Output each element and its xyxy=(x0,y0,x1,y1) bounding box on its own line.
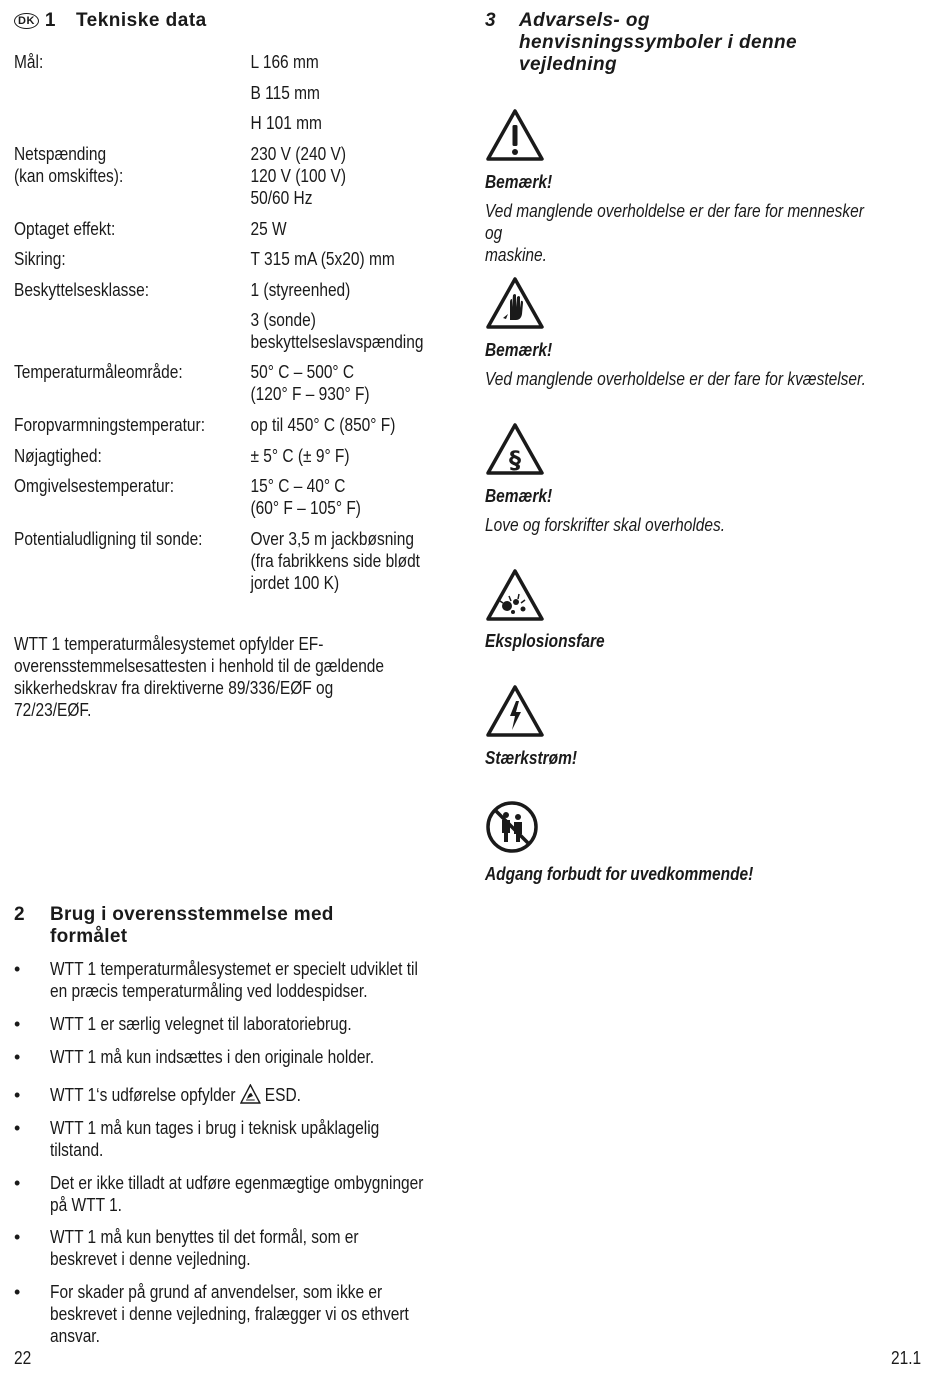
warning-title: Adgang forbudt for uvedkommende! xyxy=(485,864,754,884)
warning-title: Eksplosionsfare xyxy=(485,631,605,651)
bullet-dot: • xyxy=(14,1014,21,1034)
warning-title: Bemærk! xyxy=(485,486,553,506)
title-line: formålet xyxy=(50,926,128,947)
text-line: WTT 1 må kun tages i brug i teknisk upåklagelig xyxy=(50,1118,380,1138)
section-3-heading xyxy=(485,10,797,76)
spec-value-line: (120° F – 930° F) xyxy=(250,384,370,404)
spec-label xyxy=(14,143,123,187)
spec-value: 25 W xyxy=(250,219,287,239)
bullet-dot: • xyxy=(14,1085,21,1105)
spec-value: 1 (styreenhed) xyxy=(250,280,351,300)
text-segment: ESD. xyxy=(264,1085,301,1105)
title-line: Brug i overensstemmelse med xyxy=(50,904,334,925)
title-line: henvisningssymboler i denne xyxy=(519,32,797,53)
bullet-dot: • xyxy=(14,959,21,979)
text-line: Ved manglende overholdelse er der fare for mennesker og xyxy=(485,201,864,243)
spec-label: Potentialudligning til sonde: xyxy=(14,529,203,549)
section-3-number: 3 xyxy=(485,10,496,31)
spec-value-line: (fra fabrikkens side blødt xyxy=(250,551,420,571)
text-line: Ved manglende overholdelse er der fare for kvæstelser. xyxy=(485,369,866,389)
spec-label: Temperaturmåleområde: xyxy=(14,362,183,382)
high-voltage-warning-icon xyxy=(485,684,545,738)
warning-title: Bemærk! xyxy=(485,340,553,360)
list-item-text xyxy=(50,1084,301,1106)
spec-value-line: (60° F – 105° F) xyxy=(250,498,361,518)
conformity-statement xyxy=(14,633,405,721)
bullet-dot: • xyxy=(14,1282,21,1302)
spec-value xyxy=(251,475,361,519)
text-line: beskrevet i denne vejledning, fralægger vi os ethvert xyxy=(50,1304,409,1324)
list-item-text xyxy=(50,1281,409,1347)
text-line: en præcis temperaturmåling ved loddespidser. xyxy=(50,981,368,1001)
warning-text xyxy=(485,514,725,536)
page-number-right: 21.1 xyxy=(891,1348,922,1368)
warning-title: Bemærk! xyxy=(485,172,553,192)
spec-label: Nøjagtighed: xyxy=(14,446,102,466)
section-2-heading xyxy=(14,904,334,948)
spec-value xyxy=(251,528,420,594)
exclamation-warning-icon xyxy=(485,108,545,162)
spec-value: ± 5° C (± 9° F) xyxy=(250,446,350,466)
warning-text xyxy=(485,368,866,390)
spec-label: Sikring: xyxy=(14,249,66,269)
text-line: WTT 1 må kun indsættes i den originale holder. xyxy=(50,1047,375,1067)
spec-value-line: jordet 100 K) xyxy=(250,573,340,593)
spec-value xyxy=(251,309,424,353)
no-unauthorized-access-icon xyxy=(485,800,539,854)
language-badge: DK xyxy=(14,13,39,29)
statement-line: sikkerhedskrav fra direktiverne 89/336/EØF og 72/23/EØF. xyxy=(14,678,334,720)
spec-value: L 166 mm xyxy=(250,52,319,72)
explosion-warning-icon xyxy=(485,568,545,622)
text-line: Det er ikke tilladt at udføre egenmægtige ombygninger xyxy=(50,1173,424,1193)
text-line: tilstand. xyxy=(50,1140,104,1160)
text-line: For skader på grund af anvendelser, som ikke er xyxy=(50,1282,383,1302)
title-line: Advarsels- og xyxy=(519,10,650,31)
section-3-title xyxy=(519,10,797,76)
paragraph-warning-icon xyxy=(485,422,545,476)
warning-text xyxy=(485,200,876,266)
statement-line: WTT 1 temperaturmålesystemet opfylder EF- xyxy=(14,634,324,654)
spec-label: Omgivelsestemperatur: xyxy=(14,476,175,496)
spec-value: B 115 mm xyxy=(250,83,320,103)
statement-line: overensstemmelsesattesten i henhold til de gældende xyxy=(14,656,385,676)
spec-value-line: 15° C – 40° C xyxy=(250,476,346,496)
text-line: Love og forskrifter skal overholdes. xyxy=(485,515,726,535)
spec-label-line: Netspænding xyxy=(14,144,107,164)
list-item-text xyxy=(50,1226,359,1270)
spec-label: Foropvarmningstemperatur: xyxy=(14,415,206,435)
text-line: ansvar. xyxy=(50,1326,100,1346)
svg-text:§: § xyxy=(509,446,521,474)
spec-label: Beskyttelsesklasse: xyxy=(14,280,150,300)
spec-value xyxy=(251,143,347,209)
text-line: maskine. xyxy=(485,245,547,265)
text-line: WTT 1 må kun benyttes til det formål, som er xyxy=(50,1227,359,1247)
spec-value-line: 50° C – 500° C xyxy=(250,362,355,382)
text-line: WTT 1 er særlig velegnet til laboratoriebrug. xyxy=(50,1014,352,1034)
esd-icon xyxy=(240,1084,261,1104)
list-item-text xyxy=(50,1172,423,1216)
text-line: beskrevet i denne vejledning. xyxy=(50,1249,251,1269)
hand-injury-warning-icon xyxy=(485,276,545,330)
list-item-text xyxy=(50,1013,352,1035)
text-segment: WTT 1‘s udførelse opfylder xyxy=(50,1085,236,1105)
spec-value-line: 50/60 Hz xyxy=(250,188,313,208)
spec-value: H 101 mm xyxy=(250,113,322,133)
spec-label-line: (kan omskiftes): xyxy=(14,166,124,186)
spec-value xyxy=(251,361,370,405)
section-2-title xyxy=(50,904,334,948)
spec-label: Optaget effekt: xyxy=(14,219,116,239)
list-item-text xyxy=(50,1117,379,1161)
bullet-dot: • xyxy=(14,1227,21,1247)
spec-value-line: Over 3,5 m jackbøsning xyxy=(250,529,414,549)
warning-title: Stærkstrøm! xyxy=(485,748,578,768)
bullet-dot: • xyxy=(14,1173,21,1193)
spec-value-line: 3 (sonde) xyxy=(250,310,316,330)
section-2-number: 2 xyxy=(14,904,25,925)
spec-label: Mål: xyxy=(14,52,44,72)
spec-value-line: beskyttelseslavspænding xyxy=(250,332,424,352)
section-1-number: 1 xyxy=(44,10,56,31)
spec-value: T 315 mA (5x20) mm xyxy=(250,249,395,269)
spec-value-line: 230 V (240 V) xyxy=(250,144,347,164)
section-1-title: Tekniske data xyxy=(75,10,207,31)
page-number-left: 22 xyxy=(14,1348,32,1368)
text-line: på WTT 1. xyxy=(50,1195,122,1215)
spec-value: op til 450° C (850° F) xyxy=(250,415,396,435)
list-item-text xyxy=(50,1046,374,1068)
list-item-text xyxy=(50,958,418,1002)
bullet-dot: • xyxy=(14,1118,21,1138)
title-line: vejledning xyxy=(519,54,617,75)
spec-value-line: 120 V (100 V) xyxy=(250,166,347,186)
text-line: WTT 1 temperaturmålesystemet er specielt udviklet til xyxy=(50,959,418,979)
section-1-heading xyxy=(14,10,207,32)
bullet-dot: • xyxy=(14,1047,21,1067)
